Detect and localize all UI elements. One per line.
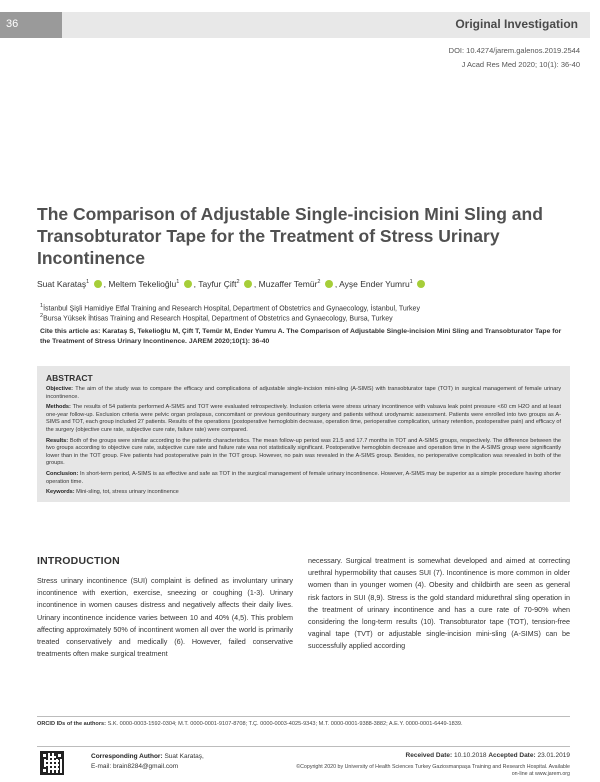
affiliation: $^1$İstanbul Şişli Hamidiye Etfal Training and Research Hospital, Department of Obstetrics and Gynaecology, İstanbul, Turkey xyxy=(40,303,420,313)
affiliation: $^2$Bursa Yüksek İhtisas Training and Research Hospital, Department of Obstetrics and Gynaecology, Bursa, Turkey xyxy=(40,313,393,323)
introduction-right-column: necessary. Surgical treatment is somewhat developed and aimed at correcting urethral hypermobility that causes SUI (7). Incontinence is more common in older women than in younger women (4). Obesity and childbirth are seen as general risk factors in SUI (8,9). Stress is the gold standard midurethral sling operation in the treatment of urinary incontinence and has a cure rate of 70-90% when considering the long-term results (10). Transobturator tape (TOT), tension-free vaginal tape (TVT) or adjustable single-incision mini-sling (A-SIMS) can be successfully applied according xyxy=(308,556,570,651)
author-name: Suat Karataş xyxy=(37,279,87,289)
orcid-icon[interactable] xyxy=(184,280,192,288)
qr-code-icon xyxy=(40,751,64,775)
corresponding-author: Corresponding Author: Suat Karataş, E-mail: brain8284@gmail.com xyxy=(91,753,204,770)
orcid-ids: ORCID IDs of the authors: S.K. 0000-0003-1592-0304; M.T. 0000-0001-9107-8708; T.Ç. 0000-0003-4025-9343; M.T. 0000-0001-9388-3882; A.E.Y. 0000-0001-6449-1839. xyxy=(37,721,463,727)
copyright-notice: ©Copyright 2020 by University of Health Sciences Turkey Gaziosmanpaşa Training and Research Hospital. Available on-line at www.jarem.org xyxy=(296,764,570,777)
orcid-icon[interactable] xyxy=(325,280,333,288)
abstract-keywords: Keywords: Mini-sling, tot, stress urinary incontinence xyxy=(46,489,179,496)
divider xyxy=(37,716,570,717)
orcid-icon[interactable] xyxy=(417,280,425,288)
abstract-heading: ABSTRACT xyxy=(46,373,93,383)
cite-this-article: Cite this article as: Karataş S, Tekelioğlu M, Çift T, Temür M, Ender Yumru A. The Comparison of Adjustable Single-incision Mini Sling and Transobturator Tape for the Treatment of Stress Urinary Incontinence. JAREM 2020;10(1): 36-40 xyxy=(40,328,562,345)
page-number: 36 xyxy=(0,12,62,38)
author-name: Tayfur Çift xyxy=(198,279,237,289)
page-header xyxy=(0,12,600,38)
article-title: The Comparison of Adjustable Single-incision Mini Sling and Transobturator Tape for the Treatment of Stress Urinary Incontinence xyxy=(37,204,543,268)
author-name: Ayşe Ender Yumru xyxy=(339,279,410,289)
author-name: Meltem Tekelioğlu xyxy=(108,279,177,289)
orcid-icon[interactable] xyxy=(94,280,102,288)
abstract-objective: Objective: The aim of the study was to compare the efficacy and complications of adjustable single-incision mini-sling (A-SIMS) with transobturator tape (TOT) in surgical management of female urinary incontinence. xyxy=(46,386,562,400)
abstract-box xyxy=(37,366,570,502)
author-list: Suat Karataş$^1$ , Meltem Tekelioğlu$^1$ , Tayfur Çift$^2$ , Muzaffer Temür$^2$ , Ayşe Ender Yumru$^1$ xyxy=(37,279,577,289)
author-email[interactable]: E-mail: brain8284@gmail.com xyxy=(91,763,179,770)
section-label: Original Investigation xyxy=(62,12,590,38)
divider xyxy=(37,746,570,747)
author-name: Muzaffer Temür xyxy=(258,279,318,289)
abstract-results: Results: Both of the groups were similar according to the patients characteristics. The mean follow-up period was 21.5 and 17.7 months in TOT and A-SIMS groups, respectively. The difference between the two groups according to objective cure rate, subjective cure rate and failure rate was not statistically significant. Postoperative hemoglobin decrease and operation time in the A-SIMS group were significantly lower than in the TOT group. Five patients had postoperative pain in the TOT group. However, no pain was revealed in the A-SIMS group. Besides, no perioperative complication was revealed in both of the groups. xyxy=(46,437,561,467)
doi[interactable]: DOI: 10.4274/jarem.galenos.2019.2544 xyxy=(448,46,580,55)
abstract-conclusion: Conclusion: In short-term period, A-SIMS is as effective and safe as TOT in the surgical management of female urinary incontinence. However, A-SIMS may be superior as a simple procedure having shorter operation time. xyxy=(46,470,561,485)
introduction-left-column: Stress urinary incontinence (SUI) complaint is defined as involuntary urinary incontinence with exertion, exercise, sneezing or coughing (1-3). Urinary incontinence in women causes distress and negatively affects their daily lives. Urinary incontinence incidence varies between 10 and 40% (4,5). This problem affecting approximately 50% of incontinent women all over the world is primarily treated conservatively and medically (6). However, failed conservative treatments often make surgical treatment xyxy=(37,576,293,659)
orcid-icon[interactable] xyxy=(244,280,252,288)
article-dates: Received Date: 10.10.2018 Accepted Date: 23.01.2019 xyxy=(405,752,570,759)
abstract-methods: Methods: The results of 54 patients performed A-SIMS and TOT were evaluated retrospectively. Inclusion criteria were stress urinary incontinence with valsava leak point pressure <60 cm H2O and at least one-year follow-up. Exclusion criteria were pelvic organ prolapsus, concomitant or previous genitourinary surgery and patients without urodynamic assessment. Patients were enrolled into two groups as A-SIMS and TOT, each group included 27 patients. Results of the operations (postoperative hemoglobin decrease, operation time, perioperative complication, urinary retention, postoperative pain) and efficacy of the surgery (objective cure rate, subjective cure rate, failure rate) were compared. xyxy=(46,404,561,433)
journal-citation: J Acad Res Med 2020; 10(1): 36-40 xyxy=(461,60,580,69)
introduction-heading: INTRODUCTION xyxy=(37,555,120,567)
